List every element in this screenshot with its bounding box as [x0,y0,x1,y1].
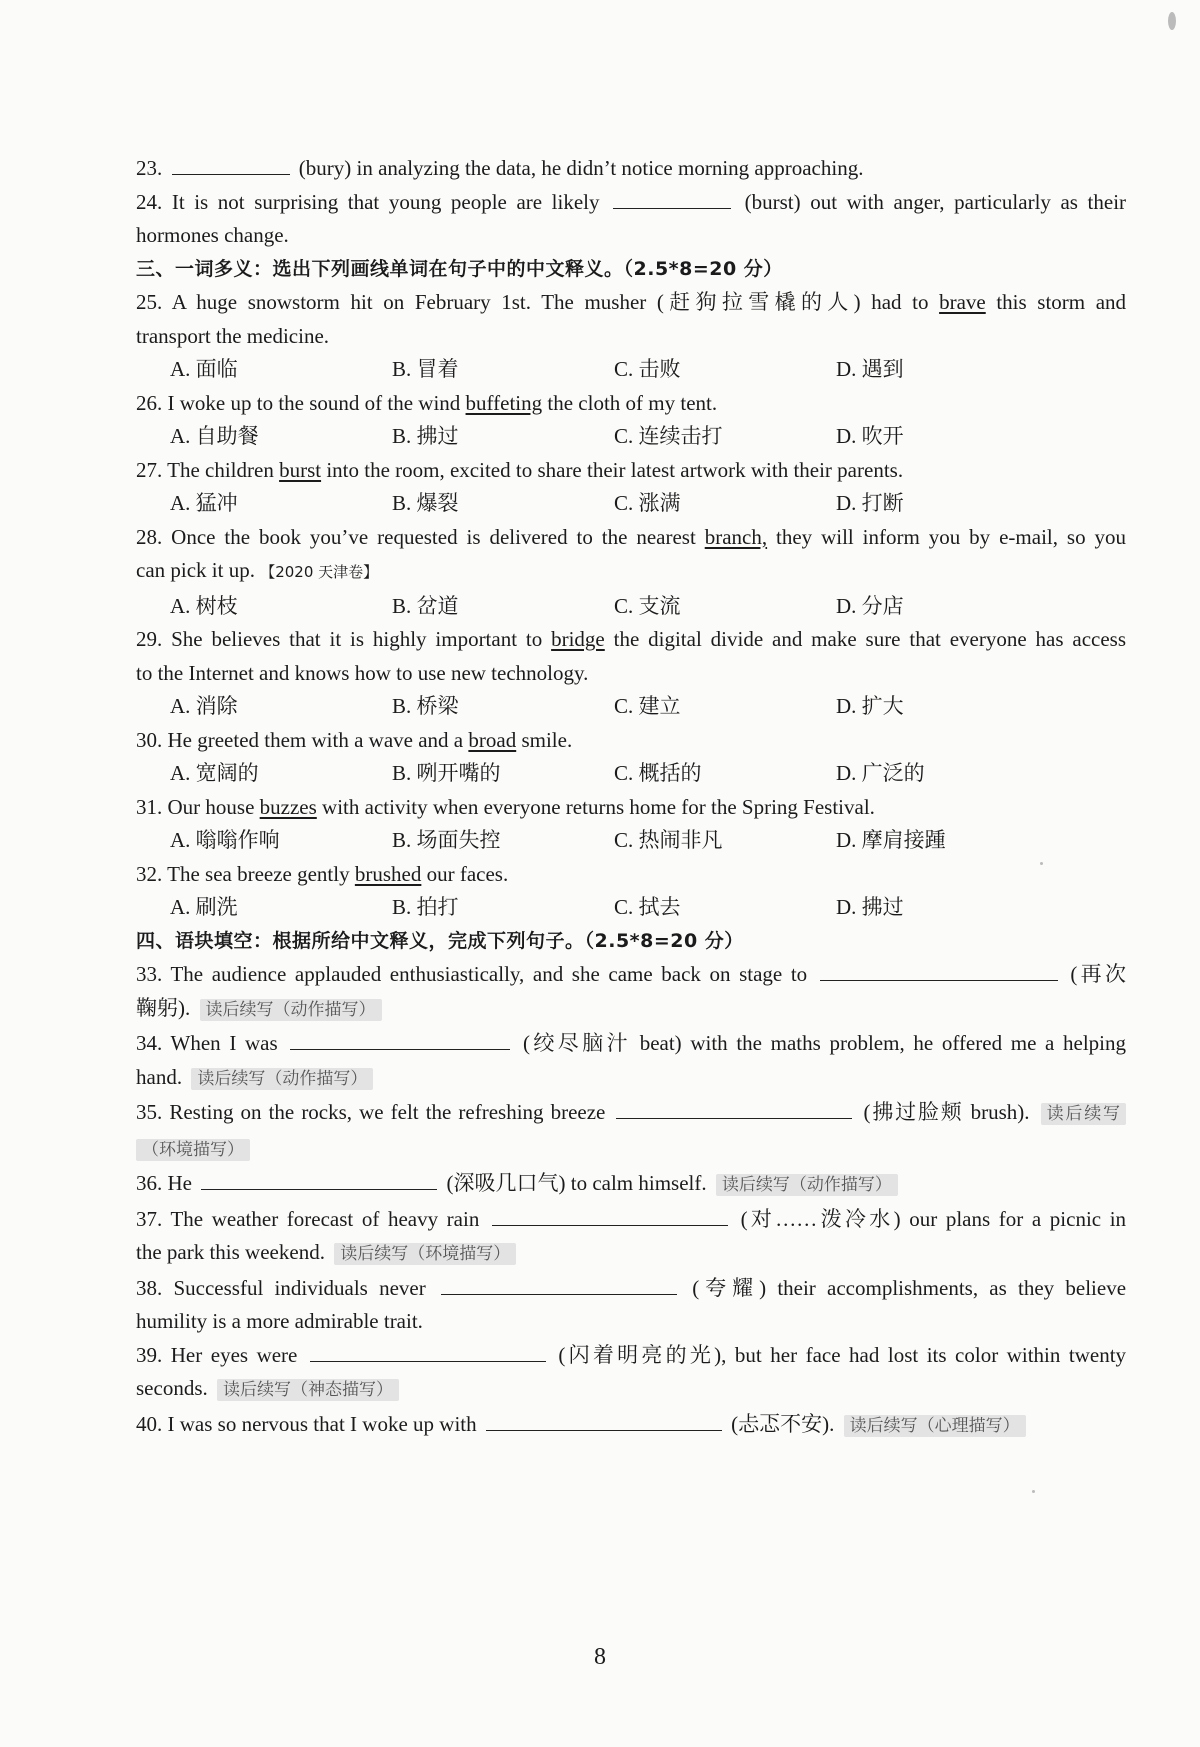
question-29-line2: to the Internet and knows how to use new technology. [136,660,589,685]
question-34-line2 [136,1061,1126,1097]
question-24-line2: hormones change. [136,223,289,247]
question-text: (绞尽脑汁 beat) with the maths problem, he offered me a helping [523,1031,1127,1055]
question-text: (bury) in analyzing the data, he didn’t notice morning approaching. [298,156,864,180]
question-26 [136,387,1126,421]
option-d[interactable]: D. 扩大 [836,694,904,718]
question-27 [136,454,1126,488]
option-c[interactable]: C. 建立 [614,694,681,718]
option-d[interactable]: D. 吹开 [836,424,904,448]
question-40 [136,1408,1126,1444]
question-38-line2: humility is a more admirable trait. [136,1309,423,1333]
option-a[interactable]: A. 宽阔的 [170,761,259,785]
question-text: He greeted them with a wave and a [167,727,464,752]
option-a[interactable]: A. 消除 [170,694,238,718]
writing-tag: 读后续写（心理描写） [844,1415,1026,1437]
question-text: (忐忑不安). [731,1411,835,1436]
option-b[interactable]: B. 冒着 [392,357,459,381]
options-30 [136,757,1126,791]
scan-speck [1040,862,1043,865]
question-text: It is not surprising that young people are likely [171,189,600,214]
answer-blank[interactable] [486,1408,722,1431]
option-c[interactable]: C. 连续击打 [614,424,723,448]
question-text: I was so nervous that I woke up with [167,1411,477,1436]
question-text: A huge snowstorm hit on February 1st. The musher (赶狗拉雪橇的人) had to [171,290,929,314]
question-text: She believes that it is highly important to [171,627,543,651]
option-d[interactable]: D. 遇到 [836,357,904,381]
question-number: 29. [136,627,163,651]
question-text: Once the book you’ve requested is delivered to the nearest [171,524,696,549]
question-37 [136,1203,1126,1237]
writing-tag: 读后续写（环境描写） [334,1243,516,1265]
options-32 [136,891,1126,925]
option-a[interactable]: A. 自助餐 [170,424,259,448]
options-27 [136,487,1126,521]
answer-blank[interactable] [201,1167,437,1190]
question-text: can pick it up. [136,558,255,582]
question-35 [136,1096,1126,1132]
option-c[interactable]: C. 热闹非凡 [614,828,723,852]
question-29 [136,623,1126,657]
question-text: the park this weekend. [136,1240,325,1264]
underlined-word: broad [468,727,517,752]
options-25 [136,353,1126,387]
question-28 [136,521,1126,555]
answer-blank[interactable] [616,1096,852,1119]
option-c[interactable]: C. 概括的 [614,761,702,785]
question-36 [136,1167,1126,1203]
option-b[interactable]: B. 场面失控 [392,828,501,852]
question-text: the cloth of my tent. [547,390,718,415]
question-number: 35. [136,1100,163,1124]
question-number: 27. [136,457,163,482]
question-30 [136,724,1126,758]
writing-tag: 读后续写（动作描写） [716,1174,898,1196]
underlined-word: branch, [704,524,768,549]
writing-tag: （环境描写） [136,1139,250,1161]
underlined-word: burst [279,457,322,482]
option-a[interactable]: A. 树枝 [170,593,238,618]
question-text: Her eyes were [170,1342,298,1367]
option-b[interactable]: B. 爆裂 [392,491,459,515]
question-number: 28. [136,524,163,549]
option-b[interactable]: B. 拍打 [392,895,459,919]
option-c[interactable]: C. 支流 [614,593,681,618]
scan-speck [1032,1490,1035,1493]
option-d[interactable]: D. 广泛的 [836,761,925,785]
question-text: seconds. [136,1376,208,1400]
question-28-line2 [136,554,1126,590]
question-text: (闪着明亮的光), but her face had lost its color within twenty [558,1342,1127,1367]
scan-speck [1168,12,1176,30]
question-number: 40. [136,1411,163,1436]
options-29 [136,690,1126,724]
question-text: (夸耀) their accomplishments, as they believe [692,1275,1127,1300]
question-number: 38. [136,1275,163,1300]
option-d[interactable]: D. 打断 [836,491,904,515]
underlined-word: bridge [551,627,605,651]
answer-blank[interactable] [310,1339,546,1362]
question-text: The audience applauded enthusiastically, and she came back on stage to [170,962,808,986]
question-number: 31. [136,794,163,819]
question-text: Our house [167,794,255,819]
question-25-line2: transport the medicine. [136,323,330,348]
section-3-heading: 三、一词多义：选出下列画线单词在句子中的中文释义。（2.5*8=20 分） [136,257,783,280]
question-23 [136,152,1126,186]
writing-tag: 读后续写 [1041,1103,1126,1125]
question-text: they will inform you by e-mail, so you [776,524,1126,549]
answer-blank[interactable] [492,1203,728,1226]
question-text: into the room, excited to share their latest artwork with their parents. [326,457,904,482]
page-number: 8 [594,1644,606,1670]
question-number: 36. [136,1171,163,1195]
question-number: 24. [136,189,163,214]
question-number: 39. [136,1342,163,1367]
question-text: the digital divide and make sure that everyone has access [613,627,1127,651]
answer-blank[interactable] [290,1027,510,1050]
question-25 [136,286,1126,320]
question-text: Resting on the rocks, we felt the refreshing breeze [169,1100,606,1124]
question-text: hand. [136,1064,183,1089]
question-37-line2 [136,1236,1126,1272]
option-d[interactable]: D. 摩肩接踵 [836,828,946,852]
question-text: our faces. [426,861,509,886]
question-31 [136,791,1126,825]
options-26 [136,420,1126,454]
underlined-word: brushed [354,861,422,886]
option-a[interactable]: A. 面临 [170,357,238,381]
answer-blank[interactable] [613,186,731,209]
question-35-line2 [136,1132,1126,1168]
options-28 [136,590,1126,624]
option-b[interactable]: B. 拂过 [392,424,459,448]
question-38 [136,1272,1126,1306]
question-content [136,152,1126,1443]
options-31 [136,824,1126,858]
question-text: The children [167,457,274,482]
section-4-heading: 四、语块填空：根据所给中文释义，完成下列句子。（2.5*8=20 分） [136,929,744,952]
question-text: (对……泼冷水) our plans for a picnic in [740,1206,1127,1231]
question-text: (再次 [1070,962,1127,986]
option-c[interactable]: C. 拭去 [614,895,681,919]
underlined-word: buffeting [465,390,543,415]
option-b[interactable]: B. 桥梁 [392,694,459,718]
question-number: 37. [136,1206,163,1231]
option-d[interactable]: D. 拂过 [836,895,904,919]
question-39-line2 [136,1372,1126,1408]
question-text: smile. [521,727,573,752]
answer-blank[interactable] [820,958,1058,981]
option-b[interactable]: B. 岔道 [392,593,459,618]
question-text: Successful individuals never [173,1275,426,1300]
writing-tag: 读后续写（神态描写） [217,1379,399,1401]
question-34 [136,1027,1126,1061]
question-33 [136,958,1126,992]
source-label: 【2020 天津卷】 [260,563,379,581]
question-number: 33. [136,962,163,986]
question-number: 30. [136,727,163,752]
question-number: 25. [136,290,163,314]
question-text: The sea breeze gently [167,861,350,886]
option-c[interactable]: C. 涨满 [614,491,681,515]
option-a[interactable]: A. 嗡嗡作响 [170,828,280,852]
answer-blank[interactable] [441,1272,677,1295]
option-c[interactable]: C. 击败 [614,357,681,381]
question-number: 23. [136,156,163,180]
question-39 [136,1339,1126,1373]
question-text: 鞠躬). [136,995,191,1020]
question-text: I woke up to the sound of the wind [167,390,461,415]
underlined-word: brave [939,290,986,314]
writing-tag: 读后续写（动作描写） [200,999,382,1021]
question-text: (深吸几口气) to calm himself. [446,1171,707,1195]
question-text: with activity when everyone returns home for the Spring Festival. [322,794,875,819]
question-text: He [167,1171,192,1195]
question-32 [136,858,1126,892]
option-d[interactable]: D. 分店 [836,593,904,618]
question-text: (burst) out with anger, particularly as their [744,189,1127,214]
question-text: The weather forecast of heavy rain [170,1206,480,1231]
question-24 [136,186,1126,220]
question-33-line2 [136,992,1126,1028]
option-a[interactable]: A. 刷洗 [170,895,238,919]
question-text: (拂过脸颊 brush). [863,1100,1030,1124]
question-text: When I was [170,1031,278,1055]
question-number: 34. [136,1031,163,1055]
option-a[interactable]: A. 猛冲 [170,491,238,515]
question-number: 32. [136,861,163,886]
question-text: this storm and [996,290,1127,314]
underlined-word: buzzes [259,794,317,819]
question-number: 26. [136,390,163,415]
option-b[interactable]: B. 咧开嘴的 [392,761,501,785]
answer-blank[interactable] [172,152,290,175]
writing-tag: 读后续写（动作描写） [191,1068,373,1090]
